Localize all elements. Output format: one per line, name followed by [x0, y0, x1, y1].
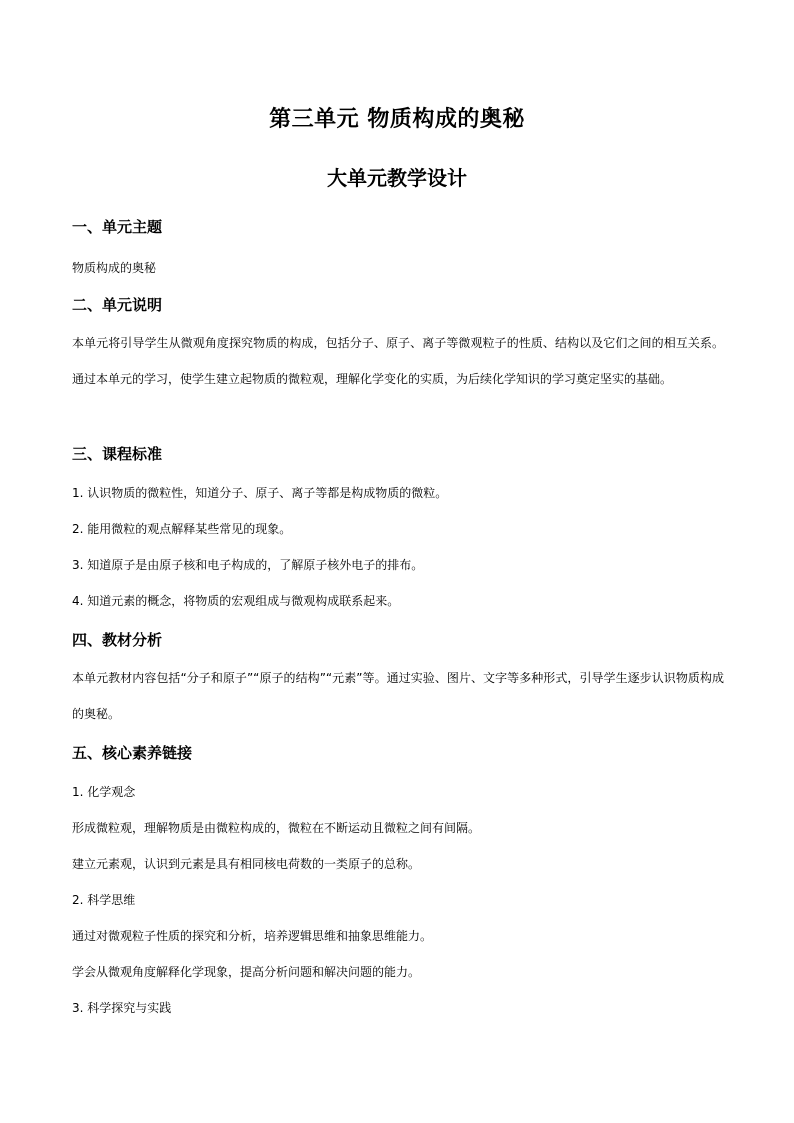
page-subtitle: 大单元教学设计 [327, 166, 467, 190]
standard-item: 2. 能用微粒的观点解释某些常见的现象。 [72, 522, 292, 536]
unit-description-paragraph: 本单元将引导学生从微观角度探究物质的构成，包括分子、原子、离子等微观粒子的性质、结构以及它们之间的相互关系。通过本单元的学习，使学生建立起物质的微粒观，理解化学变化的实质，为后续化学知识的学习奠定坚实的基础。 [72, 336, 724, 386]
core-literacy-subtitle-scientific-inquiry: 3. 科学探究与实践 [72, 1001, 172, 1015]
section-heading-unit-description: 二、单元说明 [72, 296, 163, 314]
standard-item: 1. 认识物质的微粒性，知道分子、原子、离子等都是构成物质的微粒。 [72, 486, 448, 500]
core-literacy-subtitle-scientific-thinking: 2. 科学思维 [72, 893, 136, 907]
section-heading-textbook-analysis: 四、教材分析 [72, 631, 163, 649]
section-heading-core-literacy: 五、核心素养链接 [72, 744, 193, 762]
textbook-analysis-paragraph: 本单元教材内容包括“分子和原子”“原子的结构”“元素”等。通过实验、图片、文字等多种形式，引导学生逐步认识物质构成的奥秘。 [72, 671, 724, 721]
section-heading-unit-theme: 一、单元主题 [72, 218, 163, 236]
core-literacy-subtitle-chemistry-concepts: 1. 化学观念 [72, 785, 136, 799]
standard-item: 3. 知道原子是由原子核和电子构成的，了解原子核外电子的排布。 [72, 558, 424, 572]
page-title: 第三单元 物质构成的奥秘 [269, 107, 525, 132]
unit-theme-text: 物质构成的奥秘 [72, 261, 157, 275]
section-heading-curriculum-standards: 三、课程标准 [72, 445, 163, 463]
core-literacy-line: 建立元素观，认识到元素是具有相同核电荷数的一类原子的总称。 [72, 857, 421, 871]
standard-item: 4. 知道元素的概念，将物质的宏观组成与微观构成联系起来。 [72, 594, 400, 608]
core-literacy-line: 形成微粒观，理解物质是由微粒构成的，微粒在不断运动且微粒之间有间隔。 [72, 821, 481, 835]
core-literacy-line: 学会从微观角度解释化学现象，提高分析问题和解决问题的能力。 [72, 965, 421, 979]
core-literacy-line: 通过对微观粒子性质的探究和分析，培养逻辑思维和抽象思维能力。 [72, 929, 433, 943]
